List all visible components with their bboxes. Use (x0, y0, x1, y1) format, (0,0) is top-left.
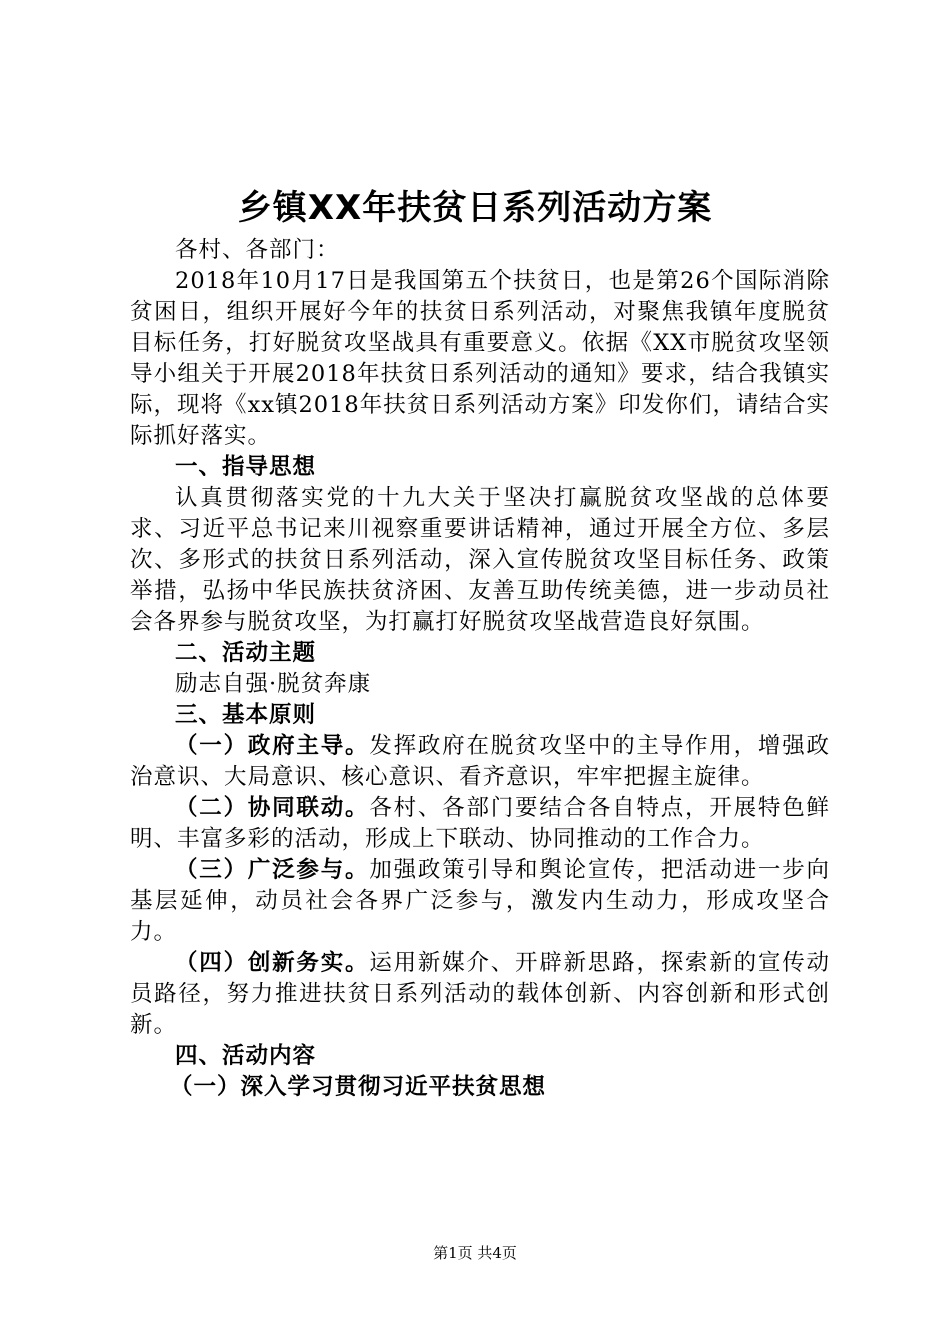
principle-text: 发挥政府在脱贫攻坚中的主导作用，增强政治意识、大局意识、核心意识、看齐意识，牢牢把握主旋律。 (130, 733, 830, 790)
section-heading-theme: 二、活动主题 (175, 640, 317, 666)
theme-paragraph: 励志自强·脱贫奔康 (175, 671, 372, 697)
principle-item (130, 948, 830, 1041)
section-heading-guiding-ideology: 一、指导思想 (175, 454, 317, 480)
principle-text: 加强政策引导和舆论宣传，把活动进一步向基层延伸，动员社会各界广泛参与，激发内生动力，形成攻坚合力。 (130, 857, 830, 945)
principle-item (130, 731, 830, 793)
intro-paragraph: 2018年10月17日是我国第五个扶贫日，也是第26个国际消除贫困日，组织开展好今年的扶贫日系列活动，对聚焦我镇年度脱贫目标任务，打好脱贫攻坚战具有重要意义。依据《XX市脱贫攻坚领导小组关于开展2018年扶贫日系列活动的通知》要求，结合我镇实际，现将《xx镇2018年扶贫日系列活动方案》印发你们，请结合实际抓好落实。 (130, 268, 830, 449)
principle-label: （二）协同联动。 (175, 795, 370, 821)
principle-text: 运用新媒介、开辟新思路，探索新的宣传动员路径，努力推进扶贫日系列活动的载体创新、内容创新和形式创新。 (130, 950, 830, 1038)
subsection-heading-study: （一）深入学习贯彻习近平扶贫思想 (170, 1074, 547, 1100)
salutation: 各村、各部门： (175, 237, 340, 263)
document-title: 乡镇XX年扶贫日系列活动方案 (237, 188, 713, 228)
principle-label: （四）创新务实。 (175, 950, 370, 976)
principle-label: （一）政府主导。 (175, 733, 370, 759)
section-heading-principles: 三、基本原则 (175, 702, 317, 728)
principle-label: （三）广泛参与。 (175, 857, 370, 883)
page-number-footer: 第1页 共4页 (433, 1244, 517, 1262)
principle-item (130, 855, 830, 948)
principle-text: 各村、各部门要结合各自特点，开展特色鲜明、丰富多彩的活动，形成上下联动、协同推动的工作合力。 (130, 795, 830, 852)
document-body (130, 235, 830, 1103)
principle-item (130, 793, 830, 855)
section-heading-activities: 四、活动内容 (175, 1043, 317, 1069)
guiding-ideology-paragraph: 认真贯彻落实党的十九大关于坚决打赢脱贫攻坚战的总体要求、习近平总书记来川视察重要讲话精神，通过开展全方位、多层次、多形式的扶贫日系列活动，深入宣传脱贫攻坚目标任务、政策举措，弘扬中华民族扶贫济困、友善互助传统美德，进一步动员社会各界参与脱贫攻坚，为打赢打好脱贫攻坚战营造良好氛围。 (130, 485, 830, 635)
